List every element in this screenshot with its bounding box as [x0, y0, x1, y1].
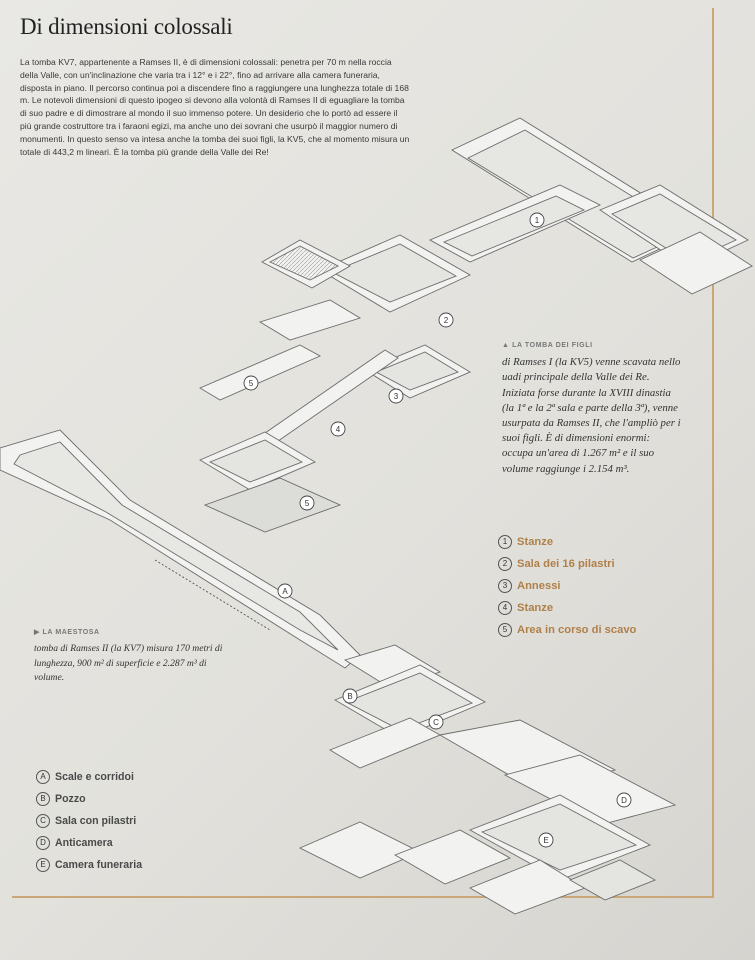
majestic-tomb-text: tomba di Ramses II (la KV7) misura 170 metri di lunghezza, 900 m² di superficie e 2.287 m³ di volume. [34, 643, 223, 683]
legend-item: B Pozzo [36, 788, 142, 810]
map-marker-5a: 5 [248, 379, 254, 388]
kv5-rooms-area [430, 118, 752, 294]
map-marker-A: A [282, 587, 288, 596]
map-marker-3: 3 [393, 392, 399, 401]
sons-tomb-caption [502, 338, 682, 477]
legend-item: A Scale e corridoi [36, 766, 142, 788]
map-marker-5b: 5 [304, 499, 310, 508]
legend-item: C Sala con pilastri [36, 810, 142, 832]
map-marker-1: 1 [534, 216, 540, 225]
map-marker-4: 4 [335, 425, 341, 434]
map-marker-2: 2 [443, 316, 449, 325]
legend-item: 5 Area in corso di scavo [498, 619, 636, 641]
map-marker-E: E [543, 836, 549, 845]
sons-tomb-text: di Ramses I (la KV5) venne scavata nello uadi principale della Valle dei Re. Iniziata forse durante la XVIII dinastia (la 1ª e la 2ª sala e parte della 3ª), venne usurpata da Ramses II, che l'ampliò per i suoi figli. È di dimensioni enormi: occupa un'area di 1.267 m² e il suo volume raggiunge i 2.154 m³. [502, 356, 681, 475]
majestic-tomb-heading: ▶ LA MAESTOSA [34, 629, 100, 636]
map-marker-C: C [433, 718, 439, 727]
legend-item: E Camera funeraria [36, 854, 142, 876]
map-marker-B: B [347, 692, 353, 701]
kv7-legend [36, 766, 142, 876]
sons-tomb-heading: ▲ LA TOMBA DEI FIGLI [502, 342, 593, 349]
intro-paragraph: La tomba KV7, appartenente a Ramses II, è di dimensioni colossali: penetra per 70 m nella roccia della Valle, con un'inclinazione che varia tra i 12° e i 22°, fino ad arrivare alla camera funeraria, disposta in piano. Il percorso continua poi a discendere fino a raggiungere una lunghezza totale di 168 m. Le notevoli dimensioni di questo ipogeo si devono alla volontà di Ramses II di eguagliare la tomba di suo padre e di dimostrare al mondo il suo immenso potere. Un desiderio che lo portò ad essere il più grande costruttore tra i faraoni egizi, ma anche uno dei sovrani che usurpò il maggior numero di monumenti. In questo senso va intesa anche la tomba dei suoi figli, la KV5, che al momento misura un totale di 443,2 m lineari. È la tomba più grande della Valle dei Re! [20, 57, 410, 157]
legend-item: 1 Stanze [498, 531, 636, 553]
kv7-pillared-hall [330, 645, 485, 768]
legend-item: 4 Stanze [498, 597, 636, 619]
legend-item: 3 Annessi [498, 575, 636, 597]
map-marker-D: D [621, 796, 627, 805]
kv5-legend [498, 531, 636, 641]
majestic-tomb-caption [34, 626, 234, 685]
kv5-pillared-hall [262, 235, 470, 312]
legend-item: 2 Sala dei 16 pilastri [498, 553, 636, 575]
kv5-annexes [200, 300, 470, 532]
page-title: Di dimensioni colossali [20, 14, 233, 39]
legend-item: D Anticamera [36, 832, 142, 854]
